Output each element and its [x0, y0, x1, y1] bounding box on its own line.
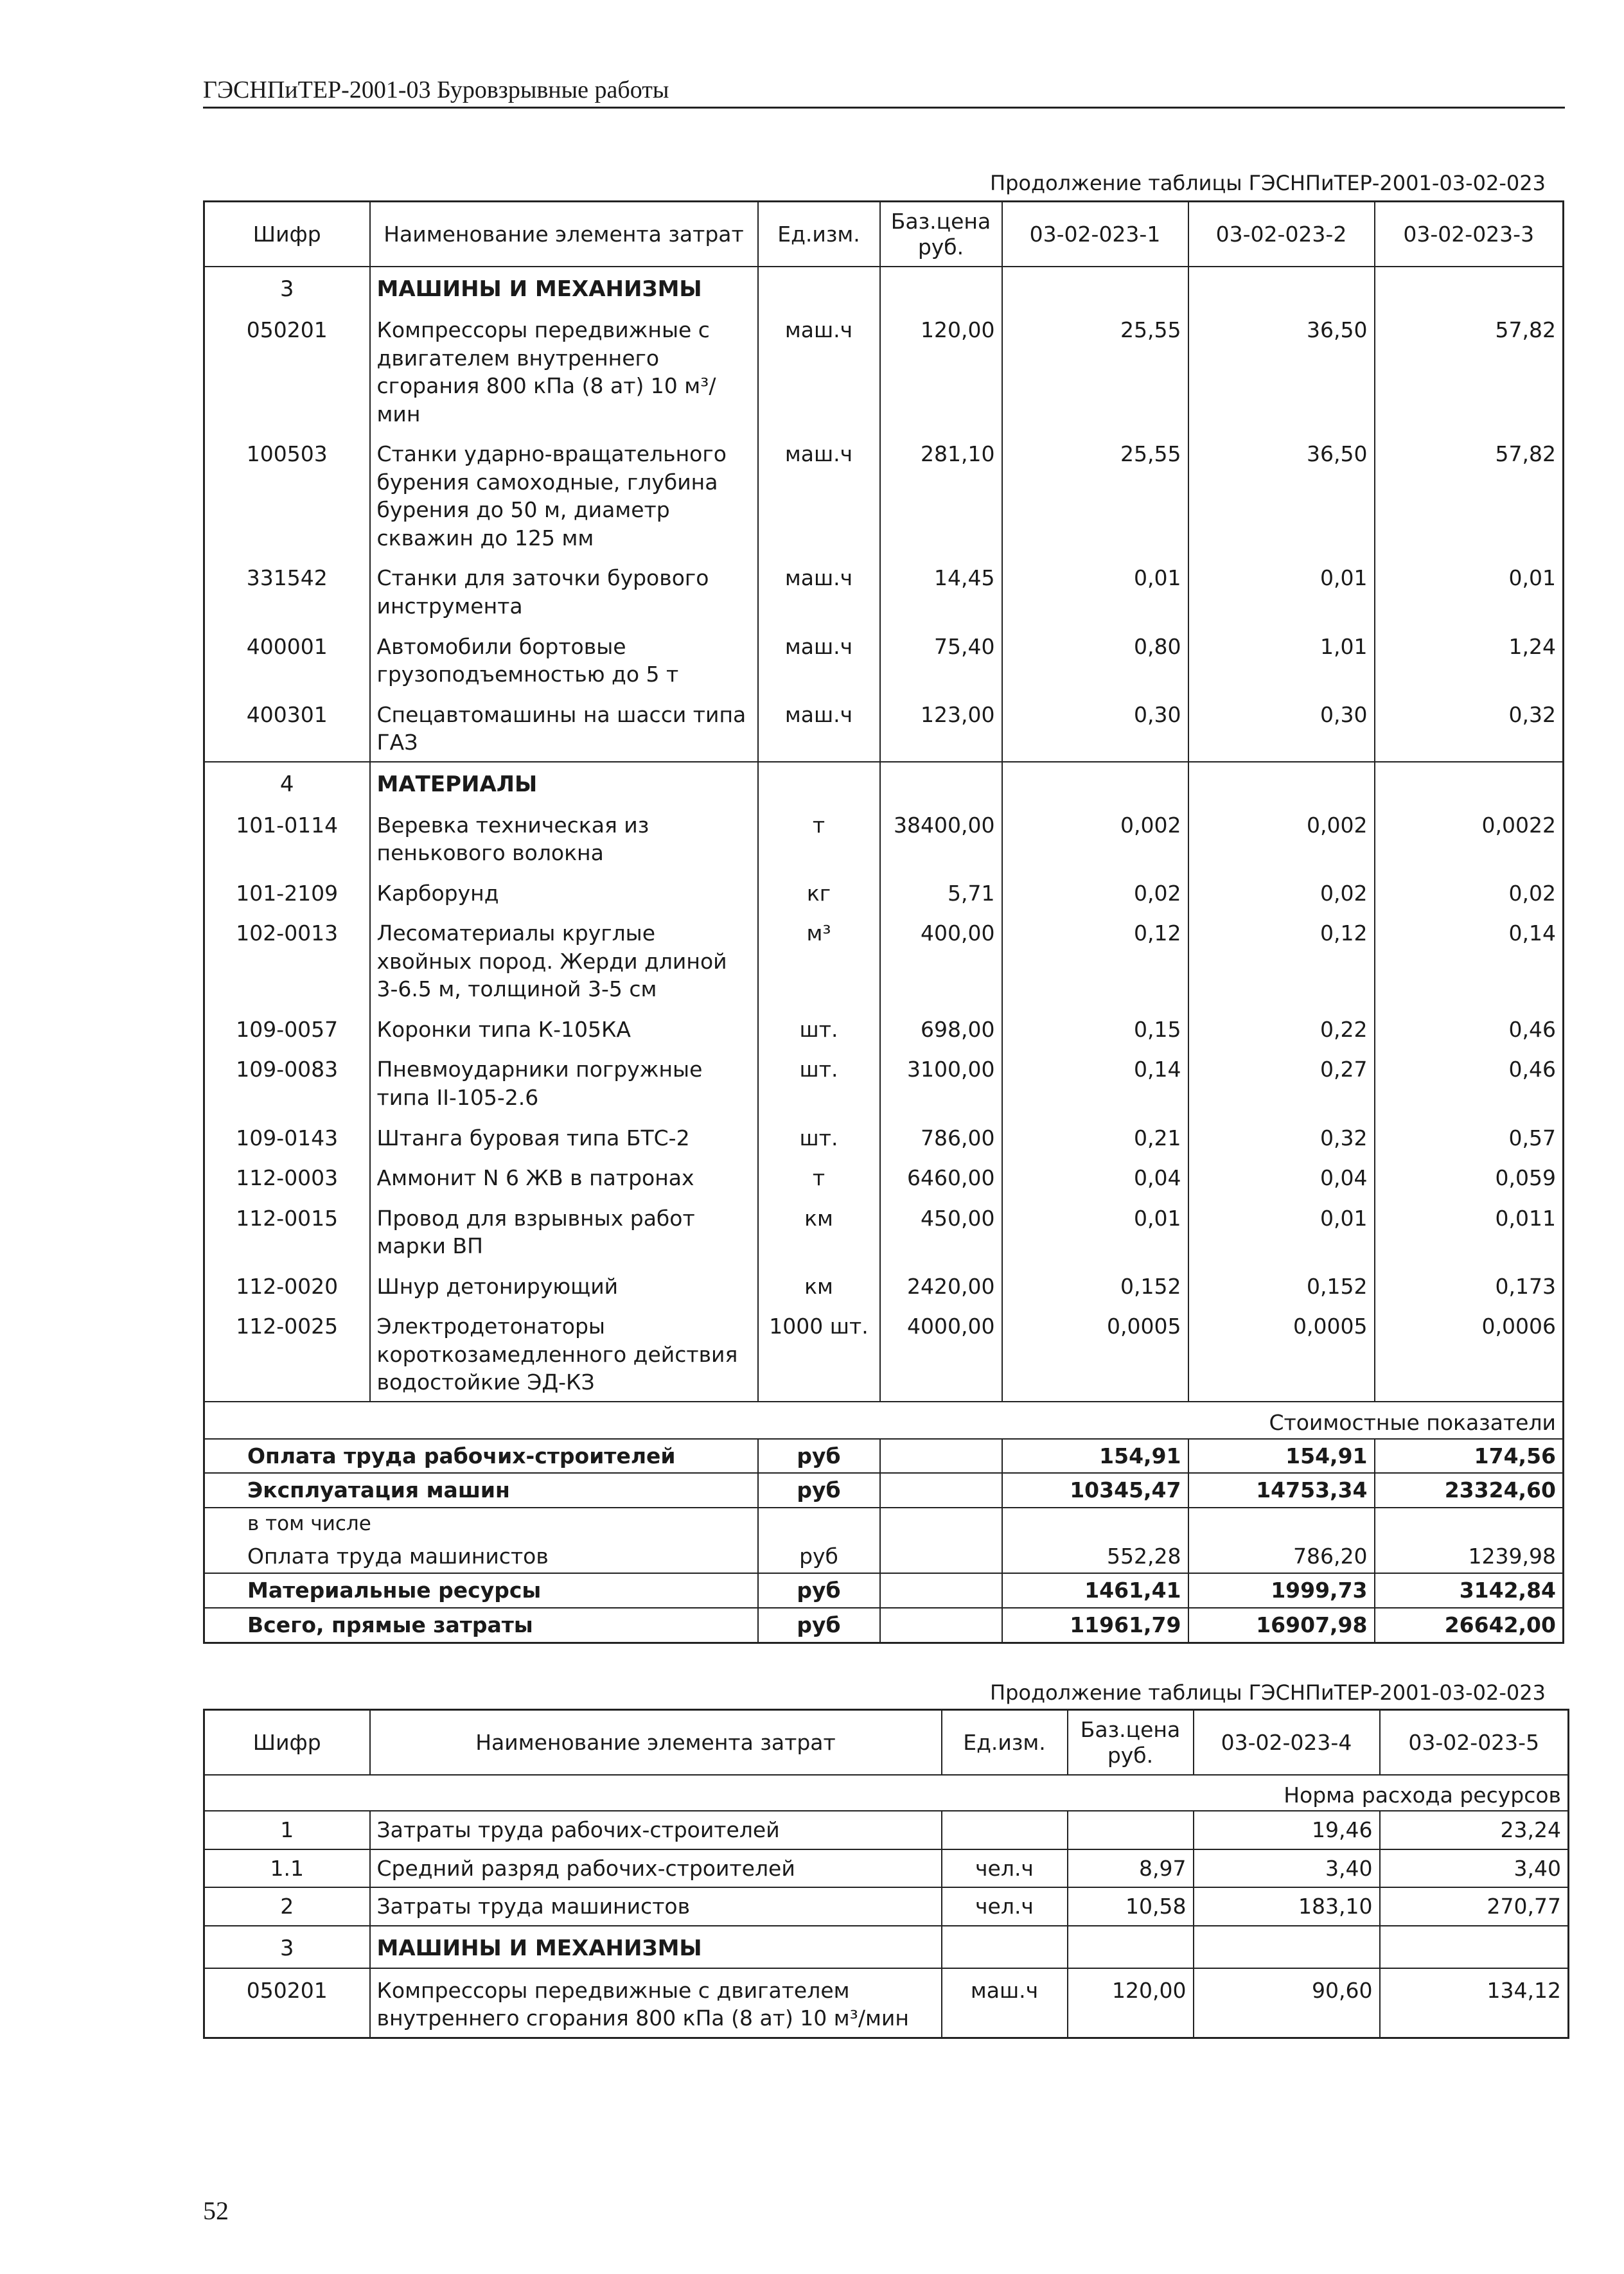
value-cell: 0,01 — [1002, 556, 1188, 624]
code-cell: 1.1 — [204, 1849, 370, 1888]
summary-empty — [880, 1473, 1002, 1508]
unit-cell: чел.ч — [942, 1849, 1068, 1888]
name-cell: Средний разряд рабочих-строителей — [370, 1849, 942, 1888]
section-title: МАШИНЫ И МЕХАНИЗМЫ — [370, 267, 758, 308]
price-cell: 6460,00 — [880, 1156, 1002, 1197]
name-cell: Станки для заточки бурового инструмента — [370, 556, 758, 624]
table-row — [204, 1887, 1569, 1926]
value-cell: 0,152 — [1002, 1265, 1188, 1305]
unit-cell: шт. — [758, 1116, 880, 1157]
code-cell: 050201 — [204, 308, 370, 432]
value-cell: 3,40 — [1194, 1849, 1380, 1888]
value-cell: 0,22 — [1188, 1008, 1375, 1048]
code-cell: 109-0057 — [204, 1008, 370, 1048]
unit-cell: км — [758, 1265, 880, 1305]
section-number: 3 — [204, 267, 370, 308]
section-row — [204, 267, 1564, 308]
table-row — [204, 556, 1564, 624]
cost-indicators-title-row — [204, 1402, 1564, 1439]
summary-empty — [880, 1508, 1002, 1540]
unit-cell: маш.ч — [758, 308, 880, 432]
table-row — [204, 1048, 1564, 1116]
price-cell: 120,00 — [1068, 1968, 1194, 2038]
table1 — [203, 200, 1564, 1644]
col-price-header: Баз.цена руб. — [1068, 1710, 1194, 1776]
table-row — [204, 912, 1564, 1008]
norm-title-row — [204, 1775, 1569, 1811]
price-cell: 698,00 — [880, 1008, 1002, 1048]
summary-value: 154,91 — [1188, 1439, 1375, 1474]
table2 — [203, 1709, 1569, 2039]
value-cell: 0,57 — [1508, 1125, 1556, 1150]
col-name-header: Наименование элемента затрат — [370, 202, 758, 267]
summary-value: 154,91 — [1002, 1439, 1188, 1474]
summary-label: Всего, прямые затраты — [204, 1608, 758, 1643]
col-price-header: Баз.цена руб. — [880, 202, 1002, 267]
table-row — [204, 872, 1564, 912]
section-row — [204, 762, 1564, 804]
price-cell: 8,97 — [1068, 1849, 1194, 1888]
value-cell: 1,24 — [1508, 633, 1556, 659]
name-cell: Штанга буровая типа БТС-2 — [370, 1116, 758, 1157]
table-row — [204, 1849, 1569, 1888]
col-unit-header: Ед.изм. — [758, 202, 880, 267]
value-cell: 0,12 — [1188, 912, 1375, 1008]
value-cell: 0,15 — [1002, 1008, 1188, 1048]
value-cell: 90,60 — [1194, 1968, 1380, 2038]
price-cell: 5,71 — [880, 872, 1002, 912]
summary-label: Эксплуатация машин — [204, 1473, 758, 1508]
code-cell: 1 — [204, 1811, 370, 1849]
price-cell: 38400,00 — [880, 804, 1002, 872]
value-cell: 0,059 — [1495, 1165, 1556, 1191]
summary-value: 1239,98 — [1375, 1540, 1564, 1574]
unit-cell: маш.ч — [758, 432, 880, 556]
value-cell: 0,04 — [1002, 1156, 1188, 1197]
unit-cell: чел.ч — [942, 1887, 1068, 1926]
unit-cell — [942, 1811, 1068, 1849]
summary-label: Оплата труда машинистов — [204, 1540, 758, 1574]
value-cell: 57,82 — [1495, 317, 1556, 343]
table-row — [204, 625, 1564, 693]
summary-empty — [880, 1573, 1002, 1608]
section-row — [204, 1926, 1569, 1968]
value-cell: 1,01 — [1188, 625, 1375, 693]
price-cell: 450,00 — [880, 1197, 1002, 1265]
value-cell: 0,14 — [1002, 1048, 1188, 1116]
price-cell: 400,00 — [880, 912, 1002, 1008]
name-cell: Спецавтомашины на шасси типа ГАЗ — [370, 693, 758, 762]
code-cell: 100503 — [204, 432, 370, 556]
unit-cell: 1000 шт. — [758, 1305, 880, 1402]
unit-cell: маш.ч — [758, 556, 880, 624]
table-row — [204, 1116, 1564, 1157]
table-row — [204, 308, 1564, 432]
section-number: 4 — [204, 762, 370, 804]
unit-cell: м³ — [758, 912, 880, 1008]
summary-value: 14753,34 — [1188, 1473, 1375, 1508]
name-cell: Шнур детонирующий — [370, 1265, 758, 1305]
value-cell: 0,173 — [1495, 1273, 1556, 1299]
code-cell: 2 — [204, 1887, 370, 1926]
table2-header-row — [204, 1710, 1569, 1776]
value-cell: 0,02 — [1508, 880, 1556, 906]
price-cell: 281,10 — [880, 432, 1002, 556]
price-cell: 123,00 — [880, 693, 1002, 762]
summary-value — [1188, 1508, 1375, 1540]
unit-cell: маш.ч — [942, 1968, 1068, 2038]
value-cell: 0,01 — [1508, 565, 1556, 591]
value-cell: 19,46 — [1194, 1811, 1380, 1849]
value-cell: 0,04 — [1188, 1156, 1375, 1197]
summary-row — [204, 1540, 1564, 1574]
summary-value — [1375, 1508, 1564, 1540]
name-cell: Затраты труда рабочих-строителей — [370, 1811, 942, 1849]
summary-value: 10345,47 — [1002, 1473, 1188, 1508]
summary-empty — [880, 1608, 1002, 1643]
unit-cell: шт. — [758, 1008, 880, 1048]
table2-continuation-caption: Продолжение таблицы ГЭСНПиТЕР-2001-03-02-023 — [990, 1680, 1546, 1705]
name-cell: Компрессоры передвижные с двигателем внутреннего сгорания 800 кПа (8 ат) 10 м³/мин — [370, 308, 758, 432]
summary-row — [204, 1573, 1564, 1608]
table-row — [204, 693, 1564, 762]
code-cell: 109-0143 — [204, 1116, 370, 1157]
value-cell: 0,002 — [1002, 804, 1188, 872]
value-cell: 0,0005 — [1188, 1305, 1375, 1402]
col-v1-header: 03-02-023-1 — [1002, 202, 1188, 267]
code-cell: 400301 — [204, 693, 370, 762]
price-cell — [1068, 1811, 1194, 1849]
unit-cell: шт. — [758, 1048, 880, 1116]
unit-cell: маш.ч — [758, 693, 880, 762]
name-cell: Карборунд — [370, 872, 758, 912]
summary-value: 16907,98 — [1188, 1608, 1375, 1643]
summary-value: 1461,41 — [1002, 1573, 1188, 1608]
summary-label: в том числе — [204, 1508, 758, 1540]
summary-unit: руб — [758, 1608, 880, 1643]
price-cell: 786,00 — [880, 1116, 1002, 1157]
name-cell: Пневмоударники погружные типа II-105-2.6 — [370, 1048, 758, 1116]
price-cell: 4000,00 — [880, 1305, 1002, 1402]
value-cell: 134,12 — [1487, 1977, 1561, 2003]
summary-value: 26642,00 — [1375, 1608, 1564, 1643]
summary-label: Материальные ресурсы — [204, 1573, 758, 1608]
summary-empty — [880, 1540, 1002, 1574]
value-cell: 0,30 — [1188, 693, 1375, 762]
name-cell: Лесоматериалы круглые хвойных пород. Жерди длиной 3-6.5 м, толщиной 3-5 см — [370, 912, 758, 1008]
col-unit-header: Ед.изм. — [942, 1710, 1068, 1776]
summary-value: 1999,73 — [1188, 1573, 1375, 1608]
value-cell: 0,02 — [1002, 872, 1188, 912]
value-cell: 0,14 — [1508, 921, 1556, 946]
value-cell: 0,32 — [1508, 701, 1556, 727]
value-cell: 0,46 — [1508, 1057, 1556, 1082]
header-rule — [203, 107, 1565, 109]
summary-unit — [758, 1508, 880, 1540]
summary-row — [204, 1508, 1564, 1540]
summary-value — [1002, 1508, 1188, 1540]
table-row — [204, 1811, 1569, 1849]
name-cell: Автомобили бортовые грузоподъемностью до 5 т — [370, 625, 758, 693]
value-cell: 183,10 — [1194, 1887, 1380, 1926]
cost-indicators-title: Стоимостные показатели — [204, 1402, 1564, 1439]
unit-cell: кг — [758, 872, 880, 912]
summary-row — [204, 1439, 1564, 1474]
summary-value: 3142,84 — [1375, 1573, 1564, 1608]
value-cell: 0,32 — [1188, 1116, 1375, 1157]
table-row — [204, 1265, 1564, 1305]
value-cell: 0,12 — [1002, 912, 1188, 1008]
summary-unit: руб — [758, 1573, 880, 1608]
col-code-header: Шифр — [204, 202, 370, 267]
value-cell: 25,55 — [1002, 432, 1188, 556]
summary-label: Оплата труда рабочих-строителей — [204, 1439, 758, 1474]
table-row — [204, 1305, 1564, 1402]
table-row — [204, 1156, 1564, 1197]
col-v5-header: 03-02-023-5 — [1380, 1710, 1569, 1776]
unit-cell: т — [758, 1156, 880, 1197]
table-row — [204, 1008, 1564, 1048]
col-v4-header: 03-02-023-4 — [1194, 1710, 1380, 1776]
unit-cell: т — [758, 804, 880, 872]
value-cell: 0,01 — [1188, 1197, 1375, 1265]
value-cell: 3,40 — [1380, 1849, 1569, 1888]
value-cell: 57,82 — [1495, 441, 1556, 467]
code-cell: 112-0003 — [204, 1156, 370, 1197]
code-cell: 112-0015 — [204, 1197, 370, 1265]
name-cell: Затраты труда машинистов — [370, 1887, 942, 1926]
name-cell: Станки ударно-вращательного бурения самоходные, глубина бурения до 50 м, диаметр скважин до 125 мм — [370, 432, 758, 556]
value-cell: 0,02 — [1188, 872, 1375, 912]
running-header: ГЭСНПиТЕР-2001-03 Буровзрывные работы — [203, 76, 669, 103]
value-cell: 0,0006 — [1481, 1314, 1556, 1339]
code-cell: 101-0114 — [204, 804, 370, 872]
value-cell: 0,27 — [1188, 1048, 1375, 1116]
value-cell: 0,0005 — [1002, 1305, 1188, 1402]
summary-unit: руб — [758, 1473, 880, 1508]
table1-continuation-caption: Продолжение таблицы ГЭСНПиТЕР-2001-03-02-023 — [990, 171, 1546, 195]
page-number: 52 — [203, 2196, 229, 2225]
price-cell: 120,00 — [880, 308, 1002, 432]
code-cell: 102-0013 — [204, 912, 370, 1008]
value-cell: 0,01 — [1002, 1197, 1188, 1265]
name-cell: Компрессоры передвижные с двигателем внутреннего сгорания 800 кПа (8 ат) 10 м³/мин — [370, 1968, 942, 2038]
value-cell: 25,55 — [1002, 308, 1188, 432]
unit-cell: км — [758, 1197, 880, 1265]
price-cell: 2420,00 — [880, 1265, 1002, 1305]
summary-value: 23324,60 — [1375, 1473, 1564, 1508]
name-cell: Электродетонаторы короткозамедленного действия водостойкие ЭД-КЗ — [370, 1305, 758, 1402]
name-cell: Аммонит N 6 ЖВ в патронах — [370, 1156, 758, 1197]
summary-empty — [880, 1439, 1002, 1474]
col-v2-header: 03-02-023-2 — [1188, 202, 1375, 267]
value-cell: 270,77 — [1380, 1887, 1569, 1926]
price-cell: 14,45 — [880, 556, 1002, 624]
summary-value: 174,56 — [1375, 1439, 1564, 1474]
value-cell: 0,011 — [1495, 1205, 1556, 1231]
name-cell: Коронки типа К-105КА — [370, 1008, 758, 1048]
value-cell: 0,152 — [1188, 1265, 1375, 1305]
value-cell: 0,002 — [1188, 804, 1375, 872]
unit-cell: маш.ч — [758, 625, 880, 693]
table-row — [204, 432, 1564, 556]
norm-title: Норма расхода ресурсов — [204, 1775, 1569, 1811]
code-cell: 331542 — [204, 556, 370, 624]
summary-unit: руб — [758, 1439, 880, 1474]
summary-value: 786,20 — [1188, 1540, 1375, 1574]
value-cell: 0,21 — [1002, 1116, 1188, 1157]
value-cell: 36,50 — [1188, 308, 1375, 432]
summary-value: 11961,79 — [1002, 1608, 1188, 1643]
col-code-header: Шифр — [204, 1710, 370, 1776]
code-cell: 101-2109 — [204, 872, 370, 912]
price-cell: 10,58 — [1068, 1887, 1194, 1926]
value-cell: 36,50 — [1188, 432, 1375, 556]
value-cell: 0,80 — [1002, 625, 1188, 693]
table-row — [204, 1197, 1564, 1265]
price-cell: 75,40 — [880, 625, 1002, 693]
value-cell: 0,0022 — [1481, 812, 1556, 838]
section-number: 3 — [204, 1926, 370, 1968]
value-cell: 0,46 — [1508, 1016, 1556, 1042]
summary-unit: руб — [758, 1540, 880, 1574]
code-cell: 112-0025 — [204, 1305, 370, 1402]
section-title: МАШИНЫ И МЕХАНИЗМЫ — [370, 1926, 942, 1968]
value-cell: 0,30 — [1002, 693, 1188, 762]
summary-row — [204, 1473, 1564, 1508]
table1-header-row — [204, 202, 1564, 267]
section-title: МАТЕРИАЛЫ — [370, 762, 758, 804]
col-name-header: Наименование элемента затрат — [370, 1710, 942, 1776]
price-cell: 3100,00 — [880, 1048, 1002, 1116]
name-cell: Провод для взрывных работ марки ВП — [370, 1197, 758, 1265]
code-cell: 109-0083 — [204, 1048, 370, 1116]
code-cell: 400001 — [204, 625, 370, 693]
table-row — [204, 1968, 1569, 2038]
code-cell: 050201 — [204, 1968, 370, 2038]
value-cell: 23,24 — [1380, 1811, 1569, 1849]
summary-row — [204, 1608, 1564, 1643]
value-cell: 0,01 — [1188, 556, 1375, 624]
summary-value: 552,28 — [1002, 1540, 1188, 1574]
table-row — [204, 804, 1564, 872]
col-v3-header: 03-02-023-3 — [1375, 202, 1564, 267]
name-cell: Веревка техническая из пенькового волокна — [370, 804, 758, 872]
code-cell: 112-0020 — [204, 1265, 370, 1305]
